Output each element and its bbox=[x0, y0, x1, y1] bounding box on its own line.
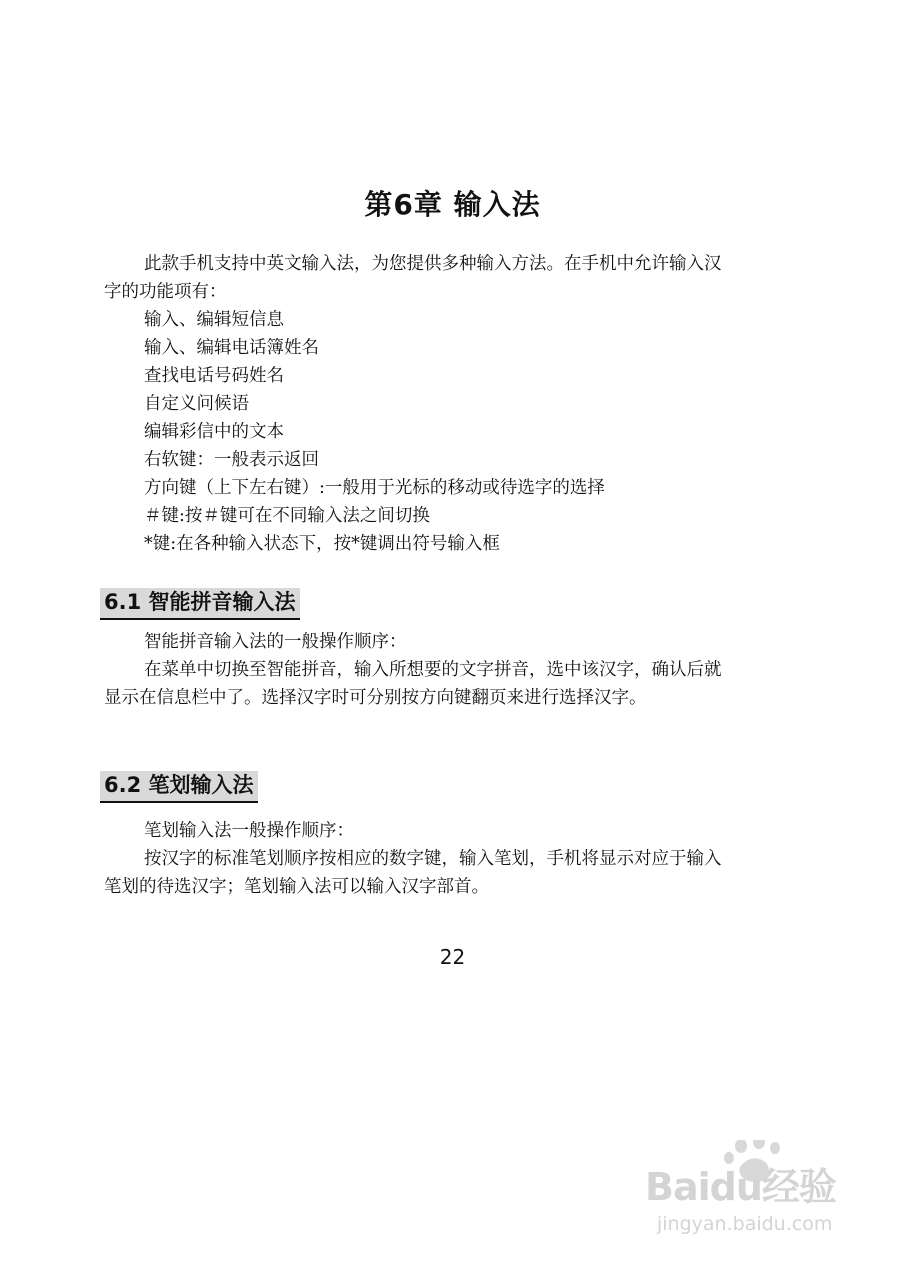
chapter-title: 第6章 输入法 bbox=[364, 188, 541, 221]
section-paragraph: 按汉字的标准笔划顺序按相应的数字键，输入笔划，手机将显示对应于输入笔划的待选汉字；笔划输入法可以输入汉字部首。 bbox=[104, 849, 722, 897]
baidu-watermark bbox=[645, 1140, 855, 1240]
list-item: *键:在各种输入状态下，按*键调出符号输入框 bbox=[144, 534, 500, 554]
section-heading-6-1: 6.1 智能拼音输入法 bbox=[100, 588, 300, 620]
list-item: 方向键（上下左右键）:一般用于光标的移动或待选字的选择 bbox=[144, 478, 605, 498]
list-item: 输入、编辑短信息 bbox=[144, 310, 284, 330]
list-item: 查找电话号码姓名 bbox=[144, 366, 284, 386]
section-1-body bbox=[104, 628, 724, 712]
watermark-url: jingyan.baidu.com bbox=[657, 1213, 833, 1235]
intro-block bbox=[104, 250, 724, 558]
section-paragraph: 智能拼音输入法的一般操作顺序： bbox=[144, 632, 407, 652]
page-number: 22 bbox=[439, 945, 466, 969]
section-paragraph: 笔划输入法一般操作顺序： bbox=[144, 821, 354, 841]
section-paragraph: 在菜单中切换至智能拼音，输入所想要的文字拼音，选中该汉字，确认后就显示在信息栏中了。选择汉字时可分别按方向键翻页来进行选择汉字。 bbox=[104, 660, 722, 708]
watermark-logo: Baidu经验 bbox=[645, 1165, 836, 1209]
section-heading-6-2: 6.2 笔划输入法 bbox=[100, 771, 258, 803]
list-item: 编辑彩信中的文本 bbox=[144, 422, 284, 442]
list-item: 输入、编辑电话簿姓名 bbox=[144, 338, 319, 358]
list-item: 右软键：一般表示返回 bbox=[144, 450, 319, 470]
list-item: 自定义问候语 bbox=[144, 394, 249, 414]
section-2-body bbox=[104, 817, 724, 901]
intro-paragraph: 此款手机支持中英文输入法，为您提供多种输入方法。在手机中允许输入汉字的功能项有： bbox=[104, 254, 722, 302]
list-item: ＃键:按＃键可在不同输入法之间切换 bbox=[144, 506, 430, 526]
